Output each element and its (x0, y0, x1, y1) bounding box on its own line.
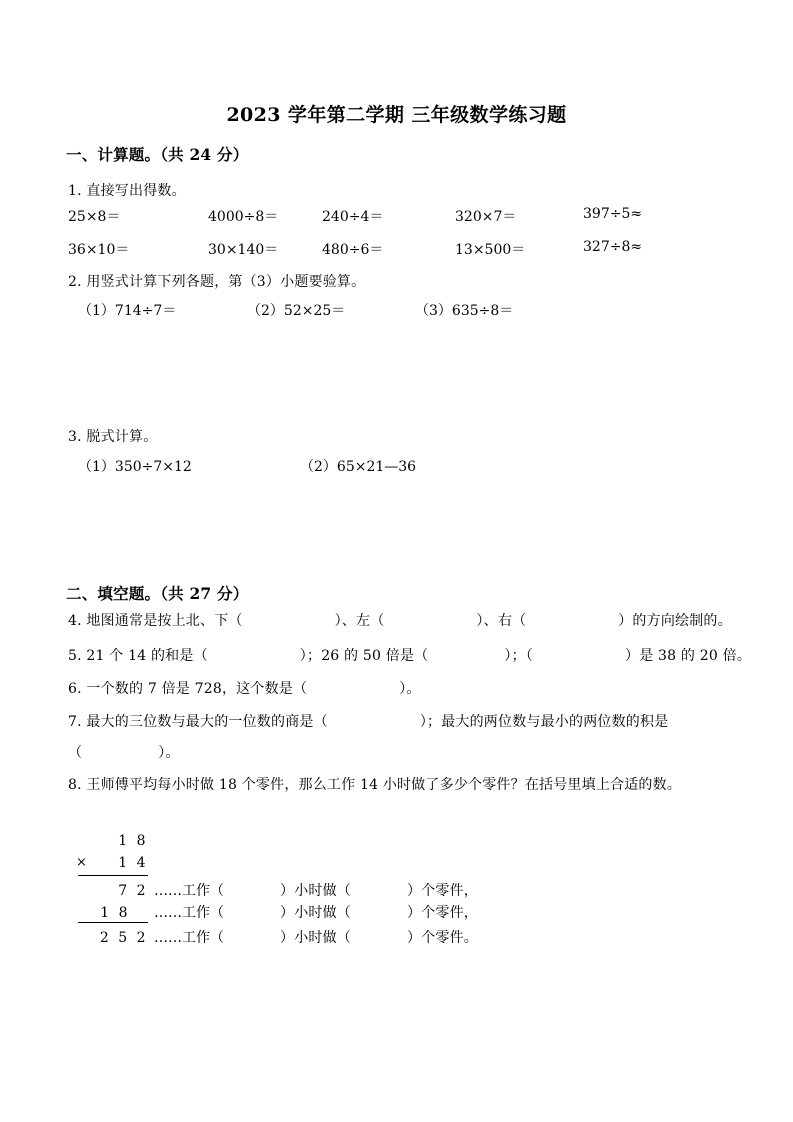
calc-item: 25×8＝ (68, 209, 121, 225)
question-1-row-2 (0, 239, 793, 261)
vm-product-line (76, 927, 478, 949)
vm-annotation-1 (154, 880, 478, 900)
calc-item: 480÷6＝ (322, 242, 384, 258)
question-2-items (0, 300, 793, 322)
vm-product: 2 5 2 (99, 930, 148, 946)
question-5-part: 5. 21 个 14 的和是（ (68, 648, 208, 664)
calc-item: 327÷8≈ (583, 239, 643, 255)
vm-partial-product-1: 7 2 (118, 883, 148, 899)
question-6-part: 6. 一个数的 7 倍是 728，这个数是（ (68, 681, 308, 697)
question-4-part: ）、右（ (476, 613, 527, 629)
question-5-part: ）；26 的 50 倍是（ (299, 648, 429, 664)
sub-question: （1）714÷7＝ (78, 303, 177, 319)
question-4 (68, 610, 732, 632)
vm-rule-top (78, 875, 148, 876)
vm-multiplier-line (76, 855, 478, 877)
question-4-part: 4. 地图通常是按上北、下（ (68, 613, 243, 629)
sub-question: （1）350÷7×12 (78, 459, 192, 475)
calc-item: 13×500＝ (455, 242, 526, 258)
vertical-multiplication (76, 833, 478, 949)
question-5-part: ）；（ (504, 648, 533, 664)
question-1-row-1 (0, 206, 793, 228)
vm-annotation-2-c: ）个零件， (407, 905, 478, 921)
vm-multiplicand: 1 8 (118, 833, 148, 849)
question-6 (68, 678, 421, 700)
calc-item: 30×140＝ (208, 242, 279, 258)
vm-multiplicand-line (76, 833, 478, 855)
calc-item: 320×7＝ (455, 209, 517, 225)
question-3-prompt: 3. 脱式计算。 (68, 429, 158, 445)
section-heading-fill-in-blank: 二、填空题。（共 27 分） (66, 584, 249, 603)
vm-annotation-2-b: ）小时做（ (280, 905, 351, 921)
question-3-items (0, 456, 793, 478)
question-6-part: ）。 (399, 681, 421, 697)
vm-annotation-3-a: ……工作（ (154, 930, 224, 946)
vm-partial-1-line (76, 880, 478, 902)
calc-item: 4000÷8＝ (208, 209, 279, 225)
vm-annotation-1-a: ……工作（ (154, 883, 224, 899)
section-heading-calculation: 一、计算题。（共 24 分） (66, 145, 249, 164)
vm-annotation-3-b: ）小时做（ (280, 930, 351, 946)
question-2-prompt: 2. 用竖式计算下列各题，第（3）小题要验算。 (68, 274, 366, 290)
question-7-line-1 (68, 711, 668, 733)
question-5 (68, 645, 751, 667)
calc-item: 397÷5≈ (583, 206, 643, 222)
sub-question: （2）65×21—36 (300, 459, 417, 475)
question-4-part: ）、左（ (334, 613, 385, 629)
calc-item: 36×10＝ (68, 242, 130, 258)
vm-partial-2-line (76, 902, 478, 924)
question-1-prompt: 1. 直接写出得数。 (68, 183, 186, 199)
multiply-operator-icon: × (76, 855, 87, 870)
vm-annotation-1-c: ）个零件， (407, 883, 478, 899)
question-7-part: ）。 (158, 745, 180, 761)
calc-item: 240÷4＝ (322, 209, 384, 225)
vm-rule-bottom (78, 922, 148, 923)
sub-question: （2）52×25＝ (247, 303, 346, 319)
question-7-part: （ (68, 745, 83, 761)
question-7-line-2 (68, 742, 180, 764)
question-7-part: 7. 最大的三位数与最大的一位数的商是（ (68, 714, 328, 730)
question-5-part: ）是 38 的 20 倍。 (625, 648, 752, 664)
vm-annotation-2-a: ……工作（ (154, 905, 224, 921)
question-7-part: ）；最大的两位数与最小的两位数的积是 (419, 714, 669, 730)
sub-question: （3）635÷8＝ (415, 303, 514, 319)
page-title: 2023 学年第二学期 三年级数学练习题 (226, 104, 567, 126)
question-8-text: 8. 王师傅平均每小时做 18 个零件，那么工作 14 小时做了多少个零件？在括号里填上合适的数。 (68, 777, 682, 793)
vm-annotation-3 (154, 927, 478, 947)
question-4-part: ）的方向绘制的。 (618, 613, 732, 629)
vm-partial-product-2: 1 8 (100, 905, 130, 921)
vm-annotation-2 (154, 902, 478, 922)
vm-annotation-3-c: ）个零件。 (407, 930, 478, 946)
vm-annotation-1-b: ）小时做（ (280, 883, 351, 899)
vm-multiplier: 1 4 (118, 855, 148, 871)
